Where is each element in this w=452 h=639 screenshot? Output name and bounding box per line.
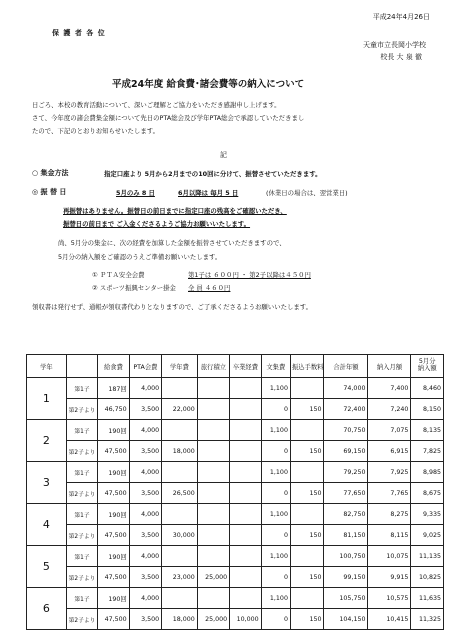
intro-line-2: さて、今年度の諸会費集金額について先日のPTA総会及び学年PTA総会で承認していただきまし	[32, 114, 305, 122]
receipt-note: 領収書は発行せず、通帳が領収書代わりとなりますので、ご了承くださるようお願いいたします。	[32, 303, 313, 311]
table-row	[27, 378, 444, 399]
fee-cell: 190回	[98, 546, 129, 567]
fee-cell	[197, 420, 229, 441]
fee-cell: 11,325	[411, 609, 444, 630]
fee-cell	[290, 462, 324, 483]
fee-cell: 187回	[98, 378, 129, 399]
fee-cell	[230, 462, 261, 483]
collection-method-label: ○ 集金方法	[32, 169, 69, 177]
fee-cell: 72,400	[324, 399, 368, 420]
fee-cell: 9,025	[411, 525, 444, 546]
fee-cell: 82,750	[324, 504, 368, 525]
grade-cell: 3	[27, 462, 67, 504]
header-transfer-fee: 振込手数料	[290, 355, 324, 378]
fee-cell	[230, 588, 261, 609]
fee-cell: 6,915	[368, 441, 411, 462]
child-order-cell: 第1子	[66, 420, 97, 441]
header-may-amount: 5月分 納入額	[411, 355, 444, 378]
fee-cell	[197, 588, 229, 609]
fee-cell: 8,275	[368, 504, 411, 525]
fee-cell: 7,765	[368, 483, 411, 504]
fee-cell: 9,335	[411, 504, 444, 525]
fee-cell	[230, 399, 261, 420]
fee-cell: 46,750	[98, 399, 129, 420]
table-row	[27, 525, 444, 546]
transfer-date-note: (休業日の場合は、翌営業日)	[266, 189, 348, 197]
fee-cell	[290, 420, 324, 441]
table-row	[27, 462, 444, 483]
fee-cell	[290, 378, 324, 399]
fee-cell	[230, 525, 261, 546]
header-grade-fee: 学年費	[162, 355, 198, 378]
fee-cell: 3,500	[129, 609, 161, 630]
collection-method-text: 指定口座より 5月から2月までの10回に分けて、振替させていただきます。	[104, 170, 322, 178]
fee-cell	[197, 483, 229, 504]
fee-cell: 3,500	[129, 567, 161, 588]
fee-cell: 10,000	[230, 609, 261, 630]
table-row	[27, 609, 444, 630]
child-order-cell: 第2子より	[66, 525, 97, 546]
school-name: 天童市立長岡小学校	[363, 41, 426, 49]
fee-cell: 0	[261, 441, 290, 462]
child-order-cell: 第2子より	[66, 567, 97, 588]
fee-cell: 150	[290, 525, 324, 546]
fee-cell: 18,000	[162, 609, 198, 630]
fee-cell: 1,100	[261, 462, 290, 483]
fee-cell	[162, 378, 198, 399]
fee-cell: 104,150	[324, 609, 368, 630]
fee-cell: 47,500	[98, 567, 129, 588]
fee-cell: 4,000	[129, 504, 161, 525]
fee-cell: 26,500	[162, 483, 198, 504]
fee-cell: 10,825	[411, 567, 444, 588]
fee-cell: 10,415	[368, 609, 411, 630]
header-anthology: 文集費	[261, 355, 290, 378]
table-row	[27, 420, 444, 441]
child-order-cell: 第1子	[66, 546, 97, 567]
grade-cell: 5	[27, 546, 67, 588]
grade-cell: 2	[27, 420, 67, 462]
sports-fee-label: ② スポーツ振興センター掛金	[92, 284, 176, 292]
fee-cell: 8,150	[411, 399, 444, 420]
child-order-cell: 第1子	[66, 462, 97, 483]
child-order-cell: 第1子	[66, 378, 97, 399]
fee-cell: 7,240	[368, 399, 411, 420]
transfer-date-may: 5月のみ 8 日	[116, 189, 155, 197]
fee-cell: 30,000	[162, 525, 198, 546]
pta-fee-value: 第1子は ６００円 ・ 第2子以降は４５０円	[188, 271, 311, 279]
grade-cell: 1	[27, 378, 67, 420]
table-row	[27, 399, 444, 420]
fee-cell	[230, 567, 261, 588]
fee-cell	[197, 462, 229, 483]
child-order-cell: 第1子	[66, 588, 97, 609]
fee-cell: 0	[261, 567, 290, 588]
child-order-cell: 第1子	[66, 504, 97, 525]
fee-cell	[197, 504, 229, 525]
fee-cell	[230, 441, 261, 462]
fee-cell: 3,500	[129, 525, 161, 546]
fee-cell: 190回	[98, 588, 129, 609]
fee-cell: 4,000	[129, 546, 161, 567]
header-travel: 旅行積立	[197, 355, 229, 378]
fee-cell: 150	[290, 483, 324, 504]
intro-line-1: 日ごろ、本校の教育活動について、深いご理解とご協力をいただき感謝申し上げます。	[32, 101, 281, 109]
fee-cell: 1,100	[261, 420, 290, 441]
fee-cell: 105,750	[324, 588, 368, 609]
fee-cell: 4,000	[129, 462, 161, 483]
child-order-cell: 第2子より	[66, 609, 97, 630]
fee-cell	[230, 546, 261, 567]
fee-cell: 22,000	[162, 399, 198, 420]
principal-name: 校長 大 泉 徹	[380, 53, 422, 61]
fee-cell	[230, 504, 261, 525]
fee-cell: 11,635	[411, 588, 444, 609]
table-header-row	[27, 355, 444, 378]
table-row	[27, 483, 444, 504]
fee-cell: 190回	[98, 420, 129, 441]
fee-cell	[230, 483, 261, 504]
child-order-cell: 第2子より	[66, 483, 97, 504]
fee-cell	[197, 546, 229, 567]
document-date: 平成24年4月26日	[372, 13, 430, 21]
fee-cell: 0	[261, 399, 290, 420]
fee-cell: 0	[261, 609, 290, 630]
table-row	[27, 441, 444, 462]
fee-cell: 4,000	[129, 588, 161, 609]
header-grade: 学年	[27, 355, 67, 378]
fee-cell	[197, 441, 229, 462]
fee-cell: 0	[261, 483, 290, 504]
fee-cell: 190回	[98, 462, 129, 483]
fee-cell: 18,000	[162, 441, 198, 462]
fee-cell: 47,500	[98, 441, 129, 462]
header-monthly: 納入月額	[368, 355, 411, 378]
header-lunch: 給食費	[98, 355, 129, 378]
fee-cell: 47,500	[98, 525, 129, 546]
child-order-cell: 第2子より	[66, 399, 97, 420]
fee-cell: 11,135	[411, 546, 444, 567]
fee-cell: 7,925	[368, 462, 411, 483]
fee-cell: 47,500	[98, 609, 129, 630]
fee-cell	[162, 504, 198, 525]
transfer-date-label: ◎ 振 替 日	[32, 188, 67, 196]
transfer-date-june: 6月以降は 毎月 5 日	[178, 189, 239, 197]
fee-cell: 79,250	[324, 462, 368, 483]
fee-cell: 74,000	[324, 378, 368, 399]
fee-cell	[290, 546, 324, 567]
fee-cell: 25,000	[197, 609, 229, 630]
child-order-cell: 第2子より	[66, 441, 97, 462]
header-annual-total: 合計年額	[324, 355, 368, 378]
fee-cell: 7,825	[411, 441, 444, 462]
fee-cell: 10,075	[368, 546, 411, 567]
fee-cell: 190回	[98, 504, 129, 525]
fee-cell	[162, 588, 198, 609]
fee-cell: 77,650	[324, 483, 368, 504]
fee-cell: 8,115	[368, 525, 411, 546]
addressee: 保 護 者 各 位	[52, 29, 106, 37]
grade-cell: 6	[27, 588, 67, 630]
fee-cell: 81,150	[324, 525, 368, 546]
document-title: 平成24年度 給食費･諸会費等の納入について	[112, 79, 305, 90]
please-deposit-note: 振替日の前日まで ご入金くださるようご協力お願いいたします。	[63, 220, 251, 228]
fee-cell: 150	[290, 567, 324, 588]
fee-cell: 3,500	[129, 399, 161, 420]
may-note-line-1: 尚、5月分の集金に、次の経費を加算した金額を振替させていただきますので、	[58, 239, 286, 247]
fee-cell	[290, 588, 324, 609]
fee-cell: 4,000	[129, 378, 161, 399]
fee-cell: 1,100	[261, 378, 290, 399]
fee-cell	[162, 462, 198, 483]
fee-cell	[230, 378, 261, 399]
pta-fee-label: ① ＰＴＡ安全会費	[92, 271, 145, 279]
fee-cell: 150	[290, 609, 324, 630]
fee-cell	[162, 420, 198, 441]
fee-cell: 7,075	[368, 420, 411, 441]
fee-table	[26, 354, 444, 630]
fee-cell: 8,675	[411, 483, 444, 504]
fee-cell	[197, 399, 229, 420]
fee-cell: 47,500	[98, 483, 129, 504]
fee-cell: 99,150	[324, 567, 368, 588]
fee-cell	[230, 420, 261, 441]
fee-cell: 8,985	[411, 462, 444, 483]
table-row	[27, 504, 444, 525]
fee-cell: 70,750	[324, 420, 368, 441]
fee-cell: 25,000	[197, 567, 229, 588]
fee-cell	[197, 525, 229, 546]
fee-cell: 9,915	[368, 567, 411, 588]
ki-marker: 記	[220, 151, 227, 159]
header-graduation: 卒業経費	[230, 355, 261, 378]
fee-cell: 7,400	[368, 378, 411, 399]
grade-cell: 4	[27, 504, 67, 546]
fee-cell	[162, 546, 198, 567]
fee-cell: 1,100	[261, 546, 290, 567]
fee-cell: 3,500	[129, 441, 161, 462]
fee-cell: 150	[290, 441, 324, 462]
header-pta: PTA会費	[129, 355, 161, 378]
header-child	[66, 355, 97, 378]
sports-fee-value: 全 員 ４６０円	[188, 284, 231, 292]
fee-cell	[197, 378, 229, 399]
fee-cell: 23,000	[162, 567, 198, 588]
fee-cell	[290, 504, 324, 525]
fee-cell: 8,135	[411, 420, 444, 441]
fee-cell: 8,460	[411, 378, 444, 399]
fee-cell: 10,575	[368, 588, 411, 609]
fee-cell: 0	[261, 525, 290, 546]
fee-cell: 3,500	[129, 483, 161, 504]
fee-cell: 150	[290, 399, 324, 420]
no-retransfer-note: 再振替はありません。振替日の前日までに指定口座の残高をご確認いただき、	[63, 207, 287, 215]
intro-line-3: たので、下記のとおりお知らせいたします。	[32, 127, 159, 135]
table-row	[27, 546, 444, 567]
table-row	[27, 567, 444, 588]
table-row	[27, 588, 444, 609]
fee-cell: 4,000	[129, 420, 161, 441]
fee-cell: 1,100	[261, 588, 290, 609]
fee-cell: 100,750	[324, 546, 368, 567]
fee-cell: 69,150	[324, 441, 368, 462]
may-note-line-2: 5月分の納入額をご確認のうえご準備お願いいたします。	[58, 253, 222, 261]
fee-cell: 1,100	[261, 504, 290, 525]
